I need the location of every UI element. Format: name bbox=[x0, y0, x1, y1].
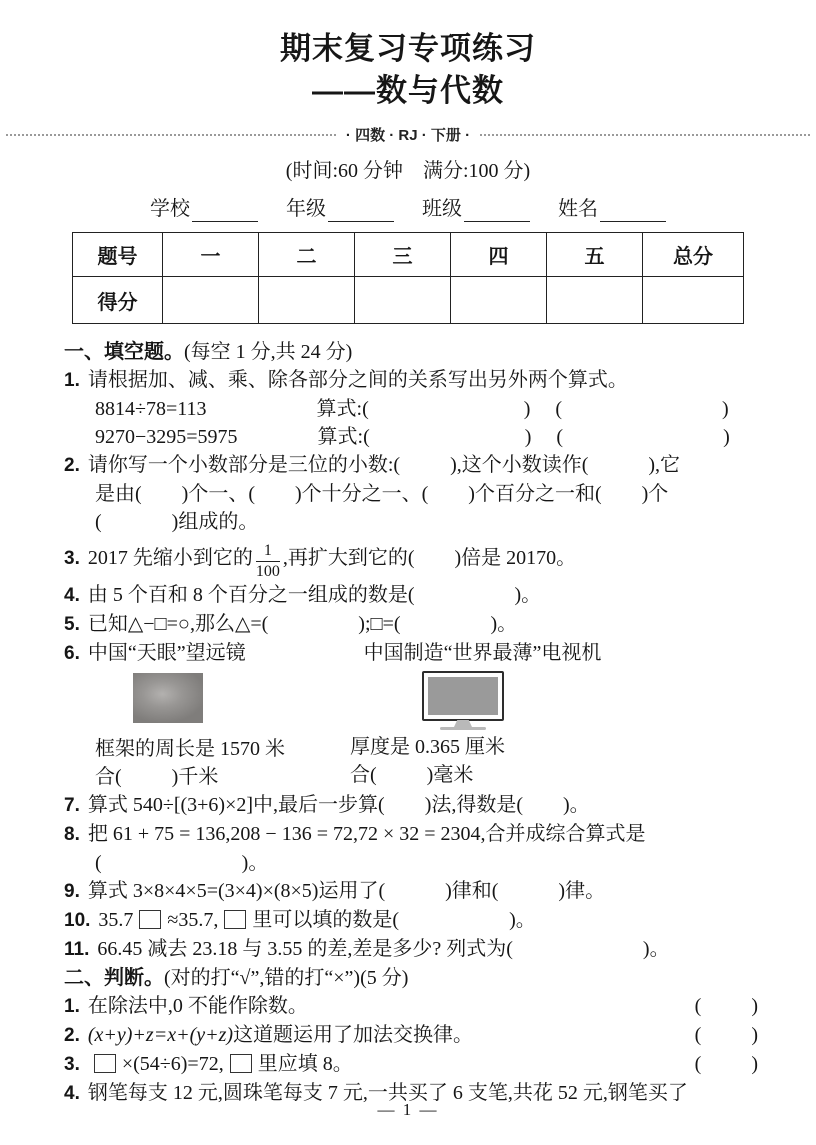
q8-line-2: ( )。 bbox=[95, 852, 269, 874]
question-2 bbox=[64, 451, 758, 480]
question-1 bbox=[64, 366, 758, 395]
judge-1-text: 在除法中,0 不能作除数。 bbox=[87, 995, 308, 1017]
telescope-photo bbox=[133, 673, 203, 723]
judge-2-text: 这道题运用了加法交换律。 bbox=[233, 1024, 474, 1046]
judge-2-answer-parens: ( ) bbox=[694, 1024, 758, 1046]
exam-meta: (时间:60 分钟 满分:100 分) bbox=[285, 160, 531, 182]
divider-line-left bbox=[6, 134, 336, 136]
judge-1-number: 1. bbox=[64, 996, 80, 1017]
fill-box-icon bbox=[224, 910, 246, 929]
q2-number: 2. bbox=[64, 455, 80, 476]
section-2-heading bbox=[64, 964, 758, 992]
score-cell-5 bbox=[547, 277, 643, 324]
score-table bbox=[72, 232, 744, 324]
q2-line-2: 是由( )个一、( )个十分之一、( )个百分之一和( )个 bbox=[95, 483, 669, 505]
question-9 bbox=[64, 877, 758, 906]
score-cell-2 bbox=[259, 277, 355, 324]
q6-right-caption: 厚度是 0.365 厘米 bbox=[350, 736, 505, 758]
fraction-denominator: 100 bbox=[255, 563, 280, 580]
judge-question-3 bbox=[64, 1050, 758, 1079]
page-subtitle: ——数与代数 bbox=[312, 73, 504, 108]
question-4 bbox=[64, 581, 758, 610]
judge-4-text: 钢笔每支 12 元,圆珠笔每支 7 元,一共买了 6 支笔,共花 52 元,钢笔买了 bbox=[87, 1082, 688, 1104]
q7-number: 7. bbox=[64, 795, 80, 816]
q11-number: 11. bbox=[64, 939, 90, 960]
score-col-5: 五 bbox=[547, 233, 643, 277]
name-field bbox=[558, 196, 666, 222]
score-table-score-row bbox=[73, 277, 744, 324]
score-table-header-row bbox=[73, 233, 744, 277]
score-row-label: 得分 bbox=[73, 277, 163, 324]
fraction-numerator: 1 bbox=[256, 542, 280, 562]
edition-label: · 四数 · RJ · 下册 · bbox=[345, 127, 471, 144]
score-cell-4 bbox=[451, 277, 547, 324]
tv-screen bbox=[428, 677, 498, 715]
q1-equation-b: 9270−3295=5975 算式:( ) ( ) bbox=[95, 426, 730, 448]
q6-right-conversion: 合( )毫米 bbox=[350, 764, 474, 786]
q6-left-caption: 框架的周长是 1570 米 bbox=[95, 738, 285, 760]
tv-base-icon bbox=[440, 727, 486, 731]
judge-1-answer-parens: ( ) bbox=[694, 995, 758, 1017]
judge-question-2 bbox=[64, 1021, 758, 1050]
question-7 bbox=[64, 791, 758, 820]
judge-3-number: 3. bbox=[64, 1054, 80, 1075]
q11-text: 66.45 减去 23.18 与 3.55 的差,差是多少? 列式为( )。 bbox=[97, 938, 670, 960]
score-table-corner: 题号 bbox=[73, 233, 163, 277]
score-col-3: 三 bbox=[355, 233, 451, 277]
question-11 bbox=[64, 935, 758, 964]
q6-right-column bbox=[350, 671, 710, 791]
score-cell-3 bbox=[355, 277, 451, 324]
page-number: — 1 — bbox=[377, 1100, 439, 1119]
q6-right-title: 中国制造“世界最薄”电视机 bbox=[363, 642, 602, 664]
class-label: 班级 bbox=[422, 198, 462, 220]
question-8 bbox=[64, 820, 758, 849]
school-label: 学校 bbox=[150, 198, 190, 220]
q6-left-image-slot bbox=[95, 673, 350, 735]
school-field bbox=[150, 196, 258, 222]
section-2-title: 二、判断。 bbox=[64, 967, 164, 989]
section-1-title: 一、填空题。 bbox=[64, 341, 184, 363]
q4-number: 4. bbox=[64, 585, 80, 606]
judge-3-answer-parens: ( ) bbox=[694, 1053, 758, 1075]
score-col-1: 一 bbox=[163, 233, 259, 277]
q3-pre: 2017 先缩小到它的 bbox=[87, 547, 253, 569]
grade-field bbox=[286, 196, 394, 222]
q6-right-image-slot bbox=[350, 671, 710, 733]
tv-illustration bbox=[422, 671, 504, 721]
name-label: 姓名 bbox=[558, 198, 598, 220]
q7-text: 算式 540÷[(3+6)×2]中,最后一步算( )法,得数是( )。 bbox=[87, 794, 590, 816]
q1-text: 请根据加、减、乘、除各部分之间的关系写出另外两个算式。 bbox=[87, 369, 628, 391]
question-6 bbox=[64, 639, 758, 668]
section-2-note: (对的打“√”,错的打“×”)(5 分) bbox=[164, 967, 409, 989]
q8-number: 8. bbox=[64, 824, 80, 845]
q4-text: 由 5 个百和 8 个百分之一组成的数是( )。 bbox=[87, 584, 542, 606]
judge-2-text-wrap bbox=[64, 1021, 473, 1050]
q6-number: 6. bbox=[64, 643, 80, 664]
fill-box-icon bbox=[94, 1054, 116, 1073]
q10-mid: ≈35.7, bbox=[167, 909, 219, 931]
q1-equation-a: 8814÷78=113 算式:( ) ( ) bbox=[95, 398, 729, 420]
judge-3-post: 里应填 8。 bbox=[257, 1053, 353, 1075]
score-cell-total bbox=[643, 277, 744, 324]
question-10 bbox=[64, 906, 758, 935]
judge-4-number: 4. bbox=[64, 1083, 80, 1104]
divider-line-right bbox=[480, 134, 810, 136]
judge-question-1 bbox=[64, 992, 758, 1021]
q8-line-1: 把 61 + 75 = 136,208 − 136 = 72,72 × 32 = 2304,合并成综合算式是 bbox=[87, 823, 646, 845]
score-col-total: 总分 bbox=[643, 233, 744, 277]
fill-box-icon bbox=[230, 1054, 252, 1073]
q9-number: 9. bbox=[64, 881, 80, 902]
school-blank bbox=[192, 202, 258, 222]
judge-3-text-wrap bbox=[64, 1050, 353, 1079]
judge-2-formula: (x+y)+z=x+(y+z) bbox=[87, 1024, 234, 1046]
q5-text: 已知△−□=○,那么△=( );□=( )。 bbox=[87, 613, 518, 635]
q6-columns bbox=[64, 671, 758, 791]
q6-left-column bbox=[95, 671, 350, 791]
questions-area bbox=[0, 338, 816, 1108]
score-col-2: 二 bbox=[259, 233, 355, 277]
grade-blank bbox=[328, 202, 394, 222]
score-col-4: 四 bbox=[451, 233, 547, 277]
score-cell-1 bbox=[163, 277, 259, 324]
q3-post: ,再扩大到它的( )倍是 20170。 bbox=[282, 547, 577, 569]
class-blank bbox=[464, 202, 530, 222]
judge-2-number: 2. bbox=[64, 1025, 80, 1046]
q6-left-conversion: 合( )千米 bbox=[95, 766, 219, 788]
grade-label: 年级 bbox=[286, 198, 326, 220]
q5-number: 5. bbox=[64, 614, 80, 635]
q10-post: 里可以填的数是( )。 bbox=[252, 909, 536, 931]
judge-1-text-wrap bbox=[64, 992, 308, 1021]
class-field bbox=[422, 196, 530, 222]
q9-text: 算式 3×8×4×5=(3×4)×(8×5)运用了( )律和( )律。 bbox=[87, 880, 606, 902]
fill-box-icon bbox=[139, 910, 161, 929]
fraction-1-100 bbox=[256, 542, 280, 580]
question-5 bbox=[64, 610, 758, 639]
q3-number: 3. bbox=[64, 548, 80, 569]
page-title: 期末复习专项练习 bbox=[280, 31, 536, 66]
q6-left-title: 中国“天眼”望远镜 bbox=[87, 642, 246, 664]
question-3 bbox=[64, 536, 758, 581]
edition-divider bbox=[6, 124, 810, 145]
q2-line-1: 请你写一个小数部分是三位的小数:( ),这个小数读作( ),它 bbox=[87, 454, 681, 476]
student-info-row bbox=[0, 196, 816, 222]
section-1-note: (每空 1 分,共 24 分) bbox=[184, 341, 353, 363]
q10-pre: 35.7 bbox=[98, 909, 134, 931]
q1-number: 1. bbox=[64, 370, 80, 391]
name-blank bbox=[600, 202, 666, 222]
section-1-heading bbox=[64, 338, 758, 366]
judge-3-mid: ×(54÷6)=72, bbox=[121, 1053, 224, 1075]
q2-line-3: ( )组成的。 bbox=[95, 511, 259, 533]
q10-number: 10. bbox=[64, 910, 91, 931]
